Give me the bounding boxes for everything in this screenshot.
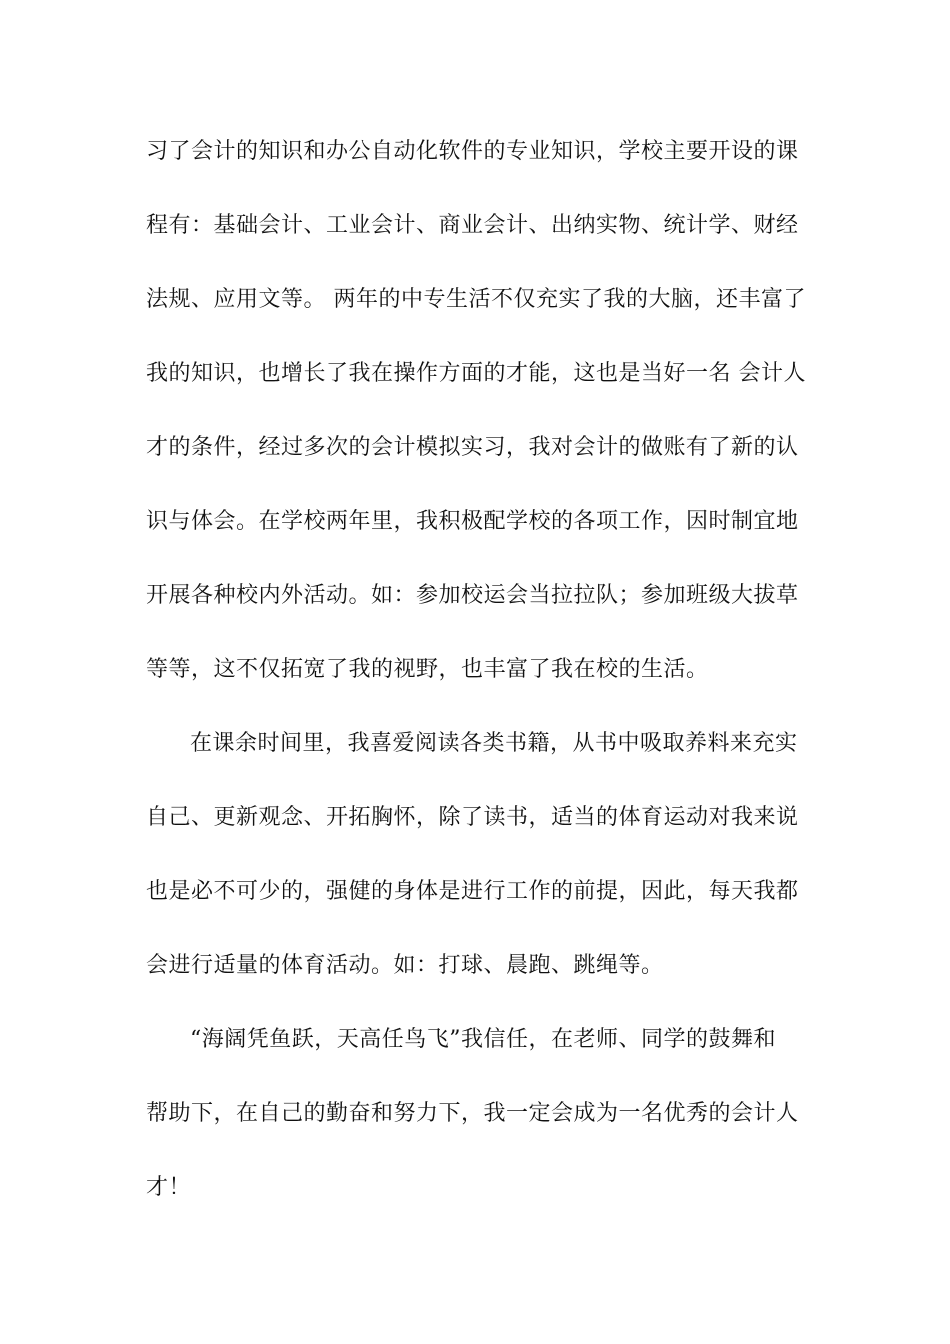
text-line-13: “海阔凭鱼跃，天高任鸟飞”我信任，在老师、同学的鼓舞和 [190, 1027, 776, 1052]
text-line-10: 自己、更新观念、开拓胸怀，除了读书，适当的体育运动对我来说 [146, 805, 799, 830]
text-line-15: 才！ [146, 1175, 192, 1200]
text-line-12: 会进行适量的体育活动。如：打球、晨跑、跳绳等。 [146, 953, 664, 978]
text-line-4: 我的知识，也增长了我在操作方面的才能，这也是当好一名 会计人 [146, 361, 806, 386]
text-line-11: 也是必不可少的，强健的身体是进行工作的前提，因此，每天我都 [146, 879, 799, 904]
text-line-3: 法规、应用文等。 两年的中专生活不仅充实了我的大脑，还丰富了 [146, 287, 806, 312]
text-line-7: 开展各种校内外活动。如：参加校运会当拉拉队；参加班级大拔草 [146, 583, 799, 608]
text-line-5: 才的条件，经过多次的会计模拟实习，我对会计的做账有了新的认 [146, 435, 799, 460]
text-line-6: 识与体会。在学校两年里，我积极配学校的各项工作，因时制宜地 [146, 509, 799, 534]
text-line-2: 程有：基础会计、工业会计、商业会计、出纳实物、统计学、财经 [146, 213, 799, 238]
text-line-1: 习了会计的知识和办公自动化软件的专业知识，学校主要开设的课 [146, 139, 799, 164]
text-line-14: 帮助下，在自己的勤奋和努力下，我一定会成为一名优秀的会计人 [146, 1101, 799, 1126]
text-line-8: 等等，这不仅拓宽了我的视野，也丰富了我在校的生活。 [146, 657, 709, 682]
text-line-9: 在课余时间里，我喜爱阅读各类书籍，从书中吸取养料来充实 [190, 731, 798, 756]
